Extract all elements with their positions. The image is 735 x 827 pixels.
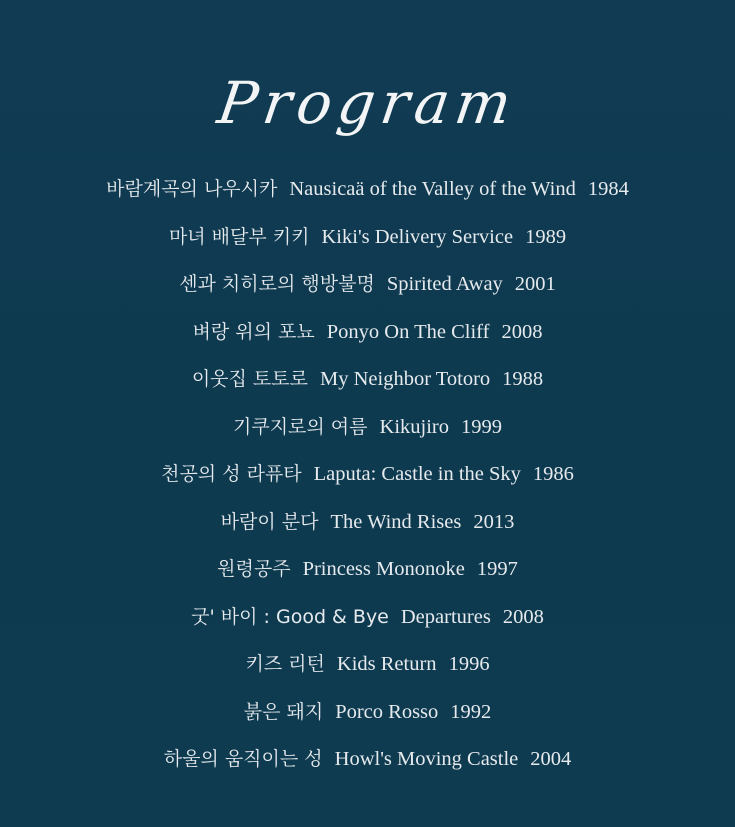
korean-title: 키즈 리턴 — [245, 653, 325, 675]
korean-title: 원령공주 — [217, 558, 291, 580]
program-item — [0, 546, 735, 594]
release-year: 2008 — [501, 320, 543, 343]
release-year: 1984 — [587, 178, 629, 200]
program-list — [0, 166, 735, 784]
korean-title: 기쿠지로의 여름 — [233, 415, 368, 438]
program-item — [0, 594, 735, 642]
korean-title: 천공의 성 라퓨타 — [161, 463, 302, 485]
release-year: 2013 — [473, 510, 515, 533]
english-title: Howl's Moving Castle — [334, 748, 519, 770]
program-item — [0, 736, 735, 784]
korean-title: 붉은 돼지 — [243, 700, 324, 723]
program-item — [0, 689, 735, 737]
english-title: My Neighbor Totoro — [320, 368, 491, 390]
english-title: Laputa: Castle in the Sky — [313, 463, 521, 485]
release-year: 2008 — [502, 605, 544, 628]
english-title: Departures — [400, 605, 491, 628]
release-year: 2004 — [530, 748, 572, 770]
english-title: Kids Return — [336, 653, 437, 675]
english-title: Spirited Away — [386, 273, 503, 295]
release-year: 1996 — [448, 653, 490, 675]
program-item — [0, 404, 735, 452]
english-title: Kikujiro — [379, 415, 449, 438]
release-year: 2001 — [514, 273, 556, 295]
program-item — [0, 641, 735, 689]
korean-title: 바람이 분다 — [220, 510, 319, 533]
korean-title: 굿' 바이 : Good & Bye — [191, 605, 389, 628]
program-item — [0, 214, 735, 262]
korean-title: 이웃집 토토로 — [191, 368, 308, 390]
program-item — [0, 356, 735, 404]
release-year: 1999 — [461, 415, 502, 438]
english-title: The Wind Rises — [330, 510, 462, 533]
korean-title: 바람계곡의 나우시카 — [106, 178, 278, 200]
program-item — [0, 451, 735, 499]
english-title: Ponyo On The Cliff — [326, 320, 490, 343]
release-year: 1989 — [525, 225, 567, 248]
program-item — [0, 261, 735, 309]
program-item — [0, 166, 735, 214]
english-title: Nausicaä of the Valley of the Wind — [289, 178, 576, 200]
korean-title: 벼랑 위의 포뇨 — [192, 320, 315, 343]
korean-title: 마녀 배달부 키키 — [168, 225, 310, 248]
release-year: 1997 — [476, 558, 518, 580]
release-year: 1986 — [532, 463, 574, 485]
release-year: 1988 — [502, 368, 544, 390]
page-title: Program — [213, 68, 522, 137]
release-year: 1992 — [450, 700, 492, 723]
english-title: Kiki's Delivery Service — [321, 225, 514, 248]
english-title: Porco Rosso — [335, 700, 439, 723]
korean-title: 센과 치히로의 행방불명 — [179, 273, 375, 295]
program-item — [0, 499, 735, 547]
korean-title: 하울의 움직이는 성 — [163, 748, 323, 770]
english-title: Princess Mononoke — [302, 558, 465, 580]
program-item — [0, 309, 735, 357]
